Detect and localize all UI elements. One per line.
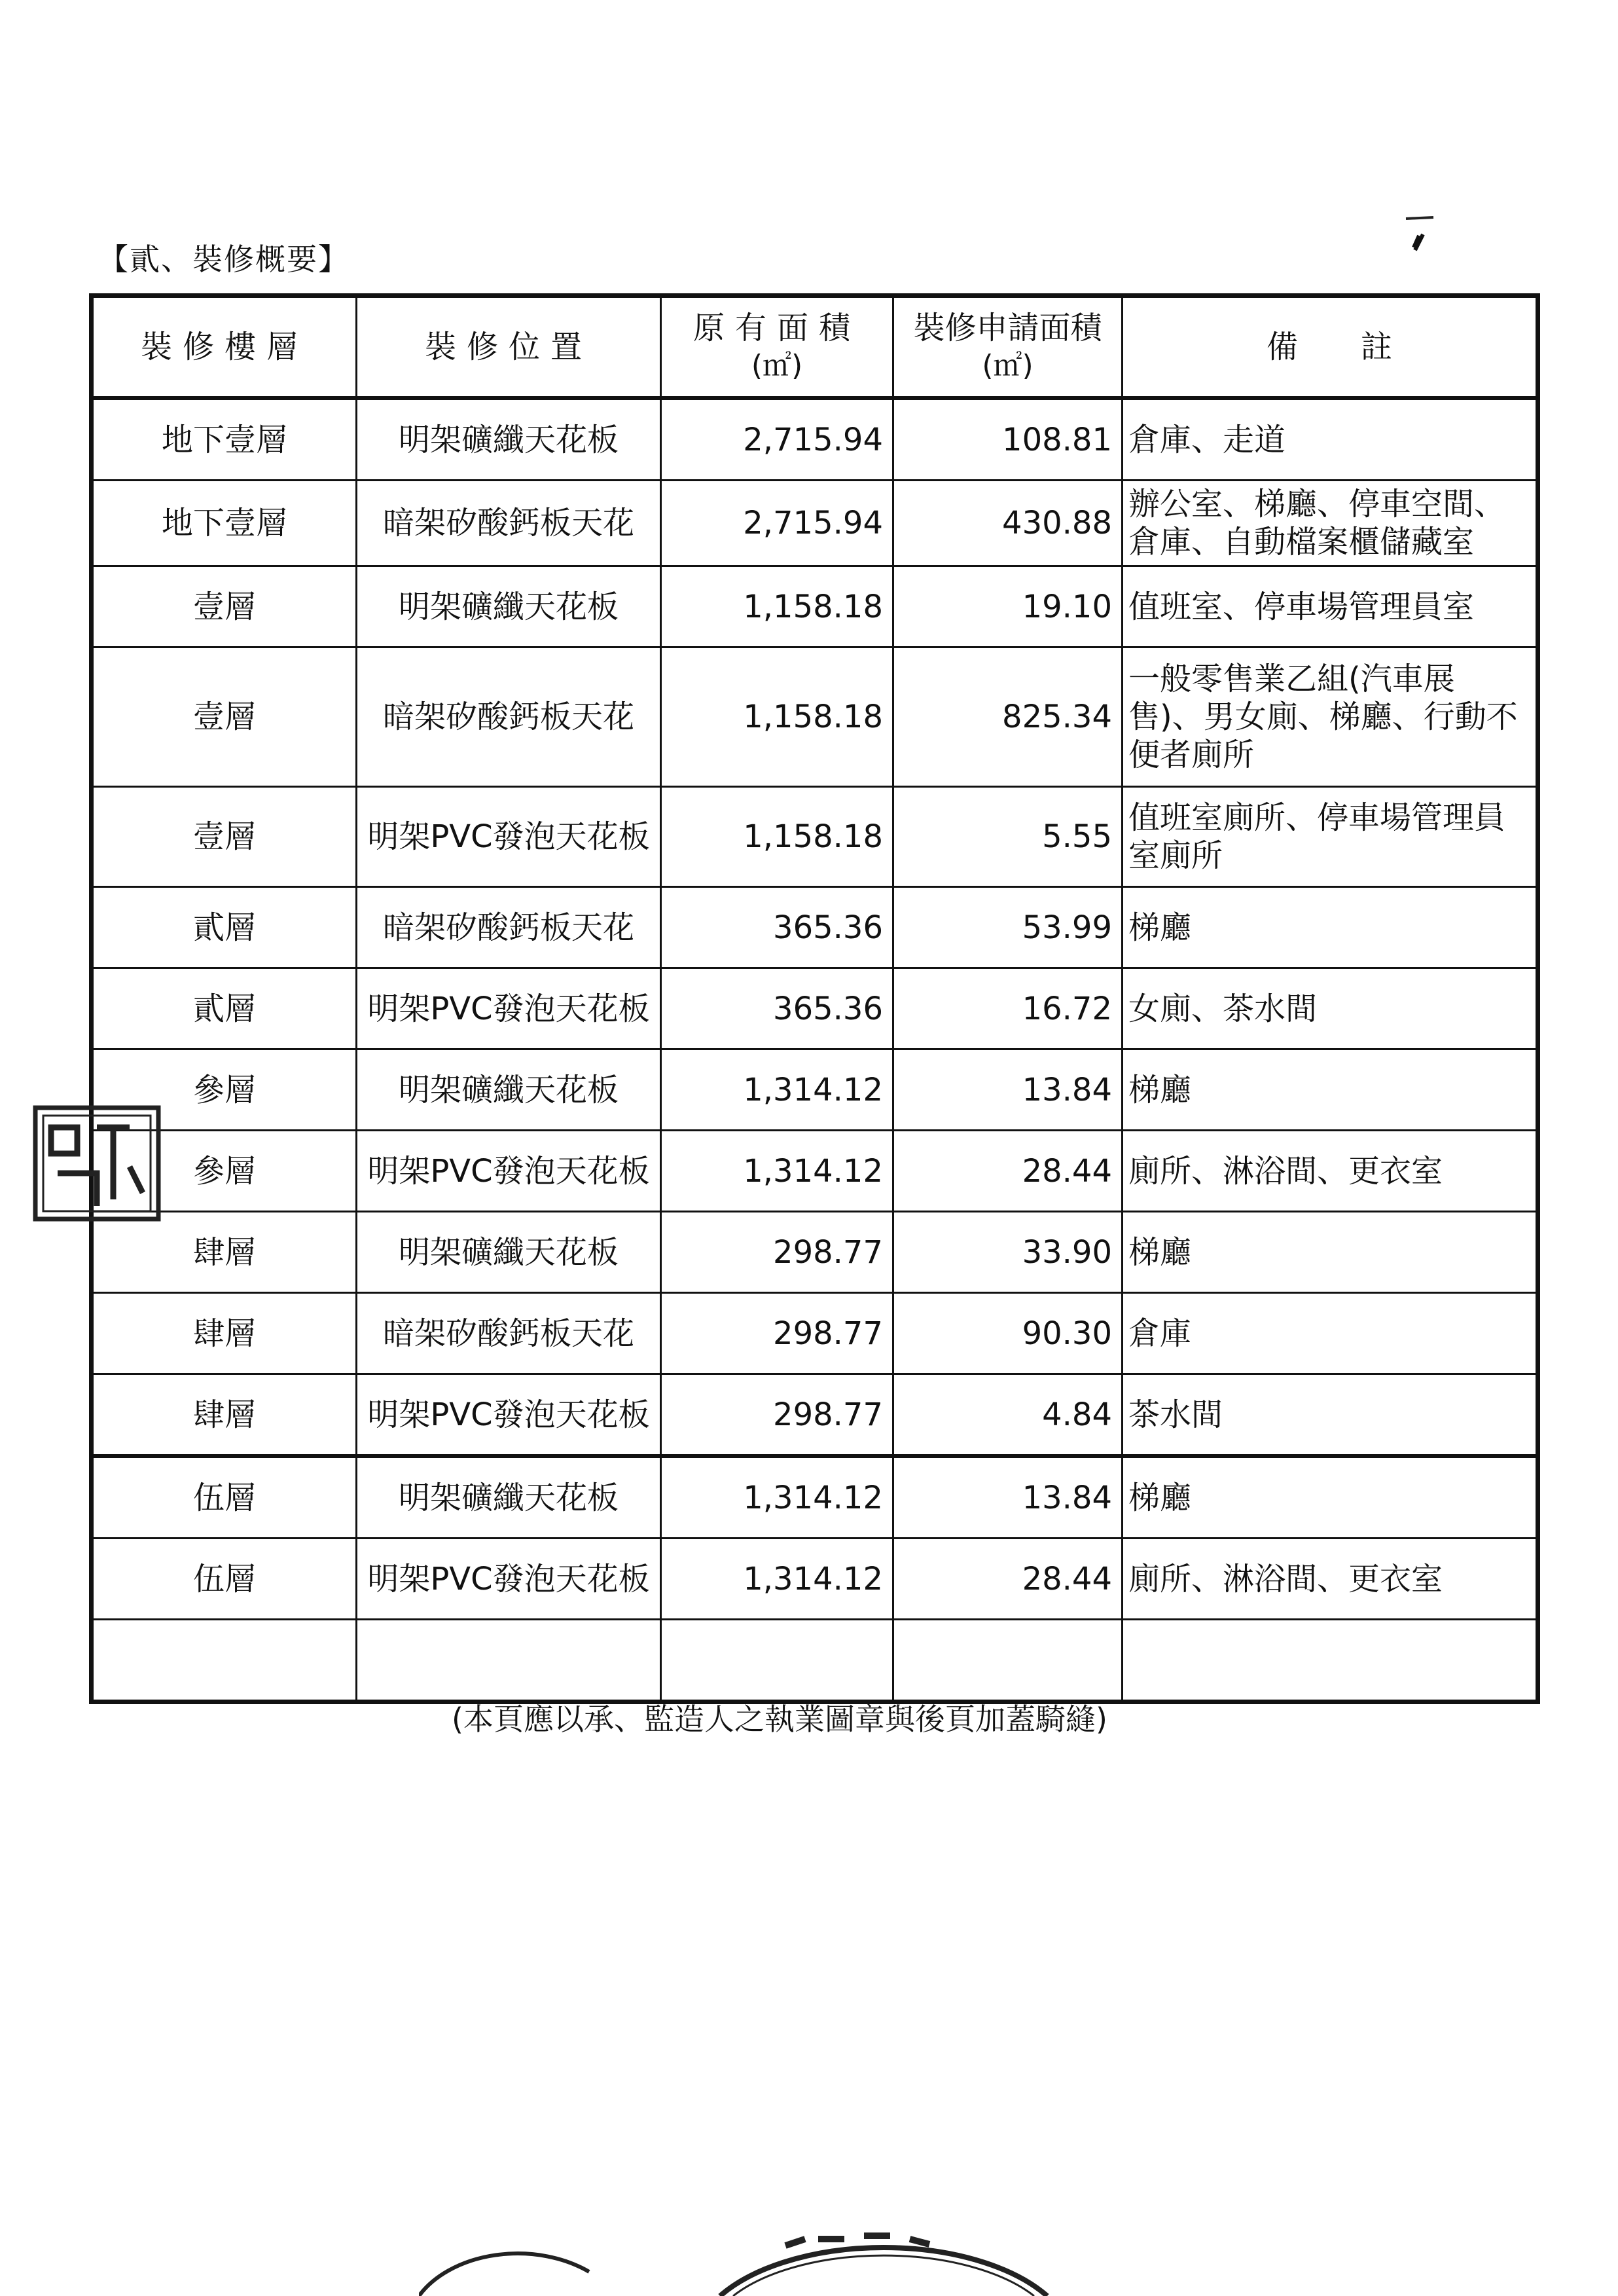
section-title: 【貳、裝修概要】 [98, 242, 350, 277]
cell-location: 明架PVC發泡天花板 [357, 1374, 661, 1457]
cell-floor: 肆層 [92, 1212, 357, 1293]
cell-location: 暗架矽酸鈣板天花 [357, 1293, 661, 1374]
empty-cell [893, 1620, 1123, 1702]
cell-original-area: 1,158.18 [661, 787, 893, 887]
cell-original-area: 1,314.12 [661, 1049, 893, 1131]
cell-original-area: 298.77 [661, 1293, 893, 1374]
cell-original-area: 365.36 [661, 887, 893, 968]
cell-remarks: 梯廳 [1123, 1049, 1538, 1131]
table-row [92, 1131, 1538, 1212]
cell-original-area: 2,715.94 [661, 398, 893, 481]
cell-original-area: 298.77 [661, 1374, 893, 1457]
cell-floor: 壹層 [92, 566, 357, 647]
side-seal-stamp [31, 1101, 162, 1226]
header-original-area-label: 原有面積 [692, 310, 861, 346]
cell-applied-area: 5.55 [893, 787, 1123, 887]
cell-remarks: 值班室、停車場管理員室 [1123, 566, 1538, 647]
cell-original-area: 1,158.18 [661, 647, 893, 787]
table-row [92, 1374, 1538, 1457]
cell-remarks: 梯廳 [1123, 1212, 1538, 1293]
table-row [92, 1456, 1538, 1539]
header-original-area [661, 296, 893, 399]
cell-applied-area: 430.88 [893, 481, 1123, 566]
cell-applied-area: 28.44 [893, 1539, 1123, 1620]
cell-applied-area: 90.30 [893, 1293, 1123, 1374]
table-row [92, 566, 1538, 647]
bottom-seal-stamp [419, 2200, 1073, 2296]
cell-applied-area: 4.84 [893, 1374, 1123, 1457]
header-original-area-unit: (㎡) [751, 349, 803, 382]
header-floor: 裝修樓層 [92, 296, 357, 399]
cell-original-area: 2,715.94 [661, 481, 893, 566]
cell-remarks: 辦公室、梯廳、停車空間、倉庫、自動檔案櫃儲藏室 [1123, 481, 1538, 566]
cell-floor: 參層 [92, 1049, 357, 1131]
table-row [92, 1212, 1538, 1293]
cell-location: 明架PVC發泡天花板 [357, 787, 661, 887]
cell-original-area: 365.36 [661, 968, 893, 1049]
cell-remarks: 梯廳 [1123, 1456, 1538, 1539]
cell-applied-area: 28.44 [893, 1131, 1123, 1212]
empty-cell [92, 1620, 357, 1702]
cell-location: 明架礦纖天花板 [357, 1212, 661, 1293]
cell-remarks: 值班室廁所、停車場管理員室廁所 [1123, 787, 1538, 887]
cell-original-area: 1,158.18 [661, 566, 893, 647]
cell-applied-area: 19.10 [893, 566, 1123, 647]
cell-remarks: 廁所、淋浴間、更衣室 [1123, 1539, 1538, 1620]
table-row-empty [92, 1620, 1538, 1702]
cell-floor: 伍層 [92, 1539, 357, 1620]
table-row [92, 481, 1538, 566]
cell-location: 明架PVC發泡天花板 [357, 1131, 661, 1212]
header-applied-area-label: 裝修申請面積 [913, 310, 1102, 346]
cell-applied-area: 13.84 [893, 1456, 1123, 1539]
cell-floor: 肆層 [92, 1374, 357, 1457]
cell-original-area: 1,314.12 [661, 1539, 893, 1620]
cell-applied-area: 825.34 [893, 647, 1123, 787]
empty-cell [1123, 1620, 1538, 1702]
table-row [92, 647, 1538, 787]
table-row [92, 1049, 1538, 1131]
empty-cell [661, 1620, 893, 1702]
table-row [92, 887, 1538, 968]
cell-remarks: 梯廳 [1123, 887, 1538, 968]
cell-applied-area: 33.90 [893, 1212, 1123, 1293]
cell-remarks: 一般零售業乙組(汽車展售)、男女廁、梯廳、行動不便者廁所 [1123, 647, 1538, 787]
cell-location: 明架PVC發泡天花板 [357, 1539, 661, 1620]
cell-remarks: 茶水間 [1123, 1374, 1538, 1457]
cell-location: 暗架矽酸鈣板天花 [357, 887, 661, 968]
cell-floor: 壹層 [92, 787, 357, 887]
cell-location: 暗架矽酸鈣板天花 [357, 647, 661, 787]
cell-location: 明架礦纖天花板 [357, 398, 661, 481]
cell-location: 明架PVC發泡天花板 [357, 968, 661, 1049]
header-applied-area [893, 296, 1123, 399]
cell-location: 暗架矽酸鈣板天花 [357, 481, 661, 566]
renovation-summary-table [89, 293, 1540, 1704]
cell-floor: 貳層 [92, 968, 357, 1049]
table-row [92, 1293, 1538, 1374]
cell-floor: 參層 [92, 1131, 357, 1212]
cell-floor: 伍層 [92, 1456, 357, 1539]
table-row [92, 787, 1538, 887]
cell-applied-area: 16.72 [893, 968, 1123, 1049]
cell-applied-area: 53.99 [893, 887, 1123, 968]
cell-original-area: 1,314.12 [661, 1131, 893, 1212]
cell-remarks: 廁所、淋浴間、更衣室 [1123, 1131, 1538, 1212]
cell-location: 明架礦纖天花板 [357, 566, 661, 647]
corner-scribble-mark [1401, 210, 1440, 262]
cell-location: 明架礦纖天花板 [357, 1049, 661, 1131]
cell-remarks: 女廁、茶水間 [1123, 968, 1538, 1049]
footnote: (本頁應以承、監造人之執業圖章與後頁加蓋騎縫) [452, 1702, 1107, 1737]
cell-floor: 地下壹層 [92, 398, 357, 481]
header-location: 裝修位置 [357, 296, 661, 399]
table-row [92, 398, 1538, 481]
cell-applied-area: 13.84 [893, 1049, 1123, 1131]
cell-applied-area: 108.81 [893, 398, 1123, 481]
table-body [92, 398, 1538, 1702]
cell-original-area: 298.77 [661, 1212, 893, 1293]
table-header-row [92, 296, 1538, 399]
cell-floor: 壹層 [92, 647, 357, 787]
cell-floor: 貳層 [92, 887, 357, 968]
cell-original-area: 1,314.12 [661, 1456, 893, 1539]
cell-floor: 地下壹層 [92, 481, 357, 566]
cell-remarks: 倉庫、走道 [1123, 398, 1538, 481]
cell-floor: 肆層 [92, 1293, 357, 1374]
empty-cell [357, 1620, 661, 1702]
header-remarks: 備 註 [1123, 296, 1538, 399]
cell-location: 明架礦纖天花板 [357, 1456, 661, 1539]
cell-remarks: 倉庫 [1123, 1293, 1538, 1374]
table-row [92, 968, 1538, 1049]
table-row [92, 1539, 1538, 1620]
header-applied-area-unit: (㎡) [982, 349, 1034, 382]
